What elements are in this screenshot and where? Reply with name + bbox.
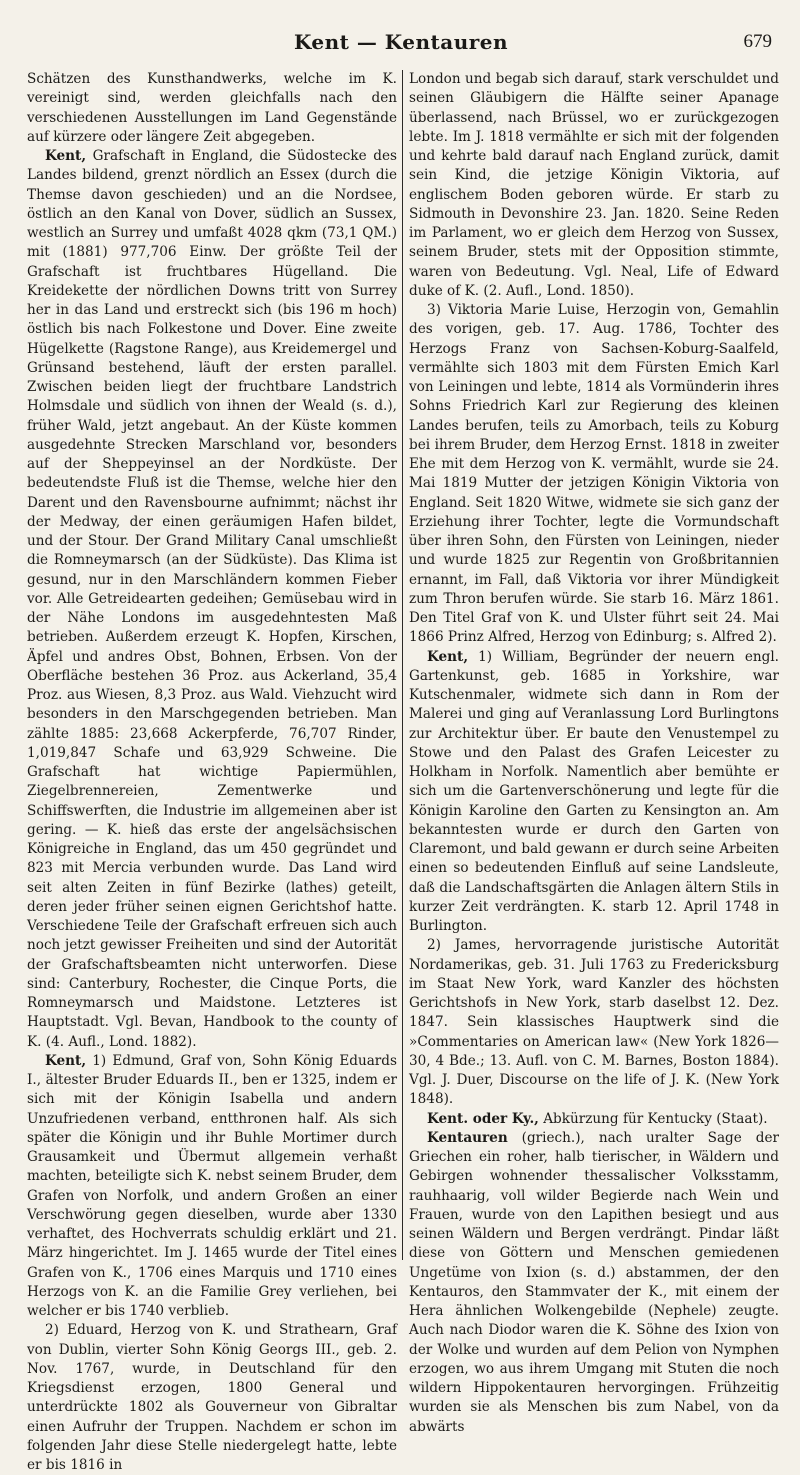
- entry-text: London und begab sich darauf, stark verschuldet und seinen Gläubigern die Hälfte seiner Apanage überlassend, nach Brüssel, wo er zurückgezogen lebte. Im J. 1818 vermählte er sich mit der folgenden und kehrte bald darauf nach England zurück, damit sein Kind, die jetzige Königin Viktoria, auf englischem Boden geboren würde. Er starb zu Sidmouth in Devonshire 23. Jan. 1820. Seine Reden im Parlament, wo er gleich dem Herzog von Sussex, seinem Bruder, stets mit der Opposition stimmte, waren von Bedeutung. Vgl. Neal, Life of Edward duke of K. (2. Aufl., Lond. 1850).: [409, 71, 779, 299]
- entry-paragraph: [409, 301, 779, 648]
- page-number: 679: [743, 31, 772, 52]
- entry-paragraph: [409, 648, 779, 937]
- entry-lemma: Kent,: [45, 148, 87, 164]
- running-head: Kent — Kentauren: [293, 30, 509, 54]
- entry-paragraph: [27, 70, 397, 147]
- entry-text: 2) Eduard, Herzog von K. und Strathearn, Graf von Dublin, vierter Sohn König Georgs III., geb. 2. Nov. 1767, wurde, in Deutschland für den Kriegsdienst erzogen, 1800 General und unterdrückte 1802 als Gouverneur von Gibraltar einen Aufruhr der Truppen. Nachdem er schon im folgenden Jahr diese Stelle niedergelegt hatte, lebte er bis 1816 in: [27, 1322, 397, 1473]
- entry-lemma: Kent,: [427, 648, 469, 665]
- entry-text: Abkürzung für Kentucky (Staat).: [538, 1110, 768, 1127]
- text-columns: [27, 70, 779, 1473]
- entry-lemma: Kentauren: [427, 1129, 508, 1146]
- entry-text: 1) Edmund, Graf von, Sohn König Eduards I., ältester Bruder Eduards II., ben er 1325, indem er sich mit der Königin Isabella und andern Unzufriedenen verband, entthronen half. Als sich später die Königin und ihr Buhle Mortimer durch Grausamkeit und Übermut allgemein verhaßt machten, beteiligte sich K. nebst seinem Bruder, dem Grafen von Norfolk, und andern Großen an einer Verschwörung gegen dieselben, wurde aber 1330 verhaftet, des Hochverrats schuldig erklärt und 21. März hingerichtet. Im J. 1465 wurde der Titel eines Grafen von K., 1706 eines Marquis und 1710 eines Herzogs von K. an die Familie Grey verliehen, bei welcher er bis 1740 verblieb.: [27, 1052, 397, 1319]
- entry-lemma: Kent. oder Ky.,: [427, 1110, 539, 1127]
- right-column: [409, 70, 779, 1435]
- page-header: [30, 30, 772, 58]
- entry-paragraph: [27, 1052, 397, 1322]
- entry-text: Grafschaft in England, die Südostecke des Landes bildend, grenzt nördlich an Essex (durch die Themse davon geschieden) und an die Nordsee, östlich an den Kanal von Dover, südlich an Sussex, westlich an Surrey und umfaßt 4028 qkm (73,1 QM.) mit (1881) 977,706 Einw. Der größte Teil der Grafschaft ist fruchtbares Hügelland. Die Kreidekette der nördlichen Downs tritt von Surrey her in das Land und erstreckt sich (bis 196 m hoch) östlich bis nach Folkestone und Dover. Eine zweite Hügelkette (Ragstone Range), aus Kreidemergel und Grünsand bestehend, läuft der ersten parallel. Zwischen beiden liegt der fruchtbare Landstrich Holmsdale und südlich von ihnen der Weald (s. d.), früher Wald, jetzt angebaut. An der Küste kommen ausgedehnte Strecken Marschland vor, besonders auf der Sheppeyinsel an der Nordküste. Der bedeutendste Fluß ist die Themse, welche hier den Darent und den Ravensbourne aufnimmt; nächst ihr der Medway, der einen geräumigen Hafen bildet, und der Stour. Der Grand Military Canal umschließt die Romneymarsch (an der Südküste). Das Klima ist gesund, nur in den Marschländern kommen Fieber vor. Alle Getreidearten gedeihen; Gemüsebau wird in der Nähe Londons im ausgedehntesten Maß betrieben. Außerdem erzeugt K. Hopfen, Kirschen, Äpfel und andres Obst, Bohnen, Erbsen. Von der Oberfläche bestehen 36 Proz. aus Ackerland, 35,4 Proz. aus Wiesen, 8,3 Proz. aus Wald. Viehzucht wird besonders in den Marschgegenden betrieben. Man zählte 1885: 23,668 Ackerpferde, 76,707 Rinder, 1,019,847 Schafe und 63,929 Schweine. Die Grafschaft hat wichtige Papiermühlen, Ziegelbrennereien, Zementwerke und Schiffswerften, die Industrie im allgemeinen aber ist gering. — K. hieß das erste der angelsächsischen Königreiche in England, das um 450 gegründet und 823 mit Mercia verbunden wurde. Das Land wird seit alten Zeiten in fünf Bezirke (lathes) geteilt, deren jeder früher seinen eignen Gerichtshof hatte. Verschiedene Teile der Grafschaft erfreuen sich auch noch jetzt gewisser Freiheiten und sind der Autorität der Grafschaftsbeamten nicht unterworfen. Diese sind: Canterbury, Rochester, die Cinque Ports, die Romneymarsch und Maidstone. Letzteres ist Hauptstadt. Vgl. Bevan, Handbook to the county of K. (4. Aufl., Lond. 1882).: [27, 148, 397, 1050]
- entry-paragraph: [27, 147, 397, 1052]
- entry-paragraph: [409, 936, 779, 1109]
- entry-paragraph: [409, 1110, 779, 1129]
- entry-paragraph: [409, 1129, 779, 1437]
- entry-text: 1) William, Begründer der neuern engl. Gartenkunst, geb. 1685 in Yorkshire, war Kutschenmaler, widmete sich dann in Rom der Malerei und ging auf Veranlassung Lord Burlingtons zur Architektur über. Er baute den Venustempel zu Stowe und den Palast des Grafen Leicester zu Holkham in Norfolk. Namentlich aber bemühte er sich um die Gartenverschönerung und legte für die Königin Karoline den Garten zu Kensington an. Am bekanntesten wurde er durch den Garten von Claremont, und bald gewann er durch seine Arbeiten einen so bedeutenden Einfluß auf seine Landsleute, daß die Landschaftsgärten die Anlagen ältern Stils in kurzer Zeit verdrängten. K. starb 12. April 1748 in Burlington.: [409, 648, 779, 934]
- entry-paragraph: [409, 70, 779, 301]
- entry-text: (griech.), nach uralter Sage der Griechen ein roher, halb tierischer, in Wäldern und Gebirgen wohnender thessalischer Volksstamm, rauhhaarig, voll wilder Begierde nach Wein und Frauen, wurde von den Lapithen besiegt und aus seinen Wäldern und Bergen verdrängt. Pindar läßt diese von Göttern und Menschen gemiedenen Ungetüme von Ixion (s. d.) abstammen, der den Kentauros, den Stammvater der K., mit einem der Hera ähnlichen Wolkengebilde (Nephele) zeugte. Auch nach Diodor waren die K. Söhne des Ixion von der Wolke und wurden auf dem Pelion von Nymphen erzogen, wo aus ihrem Umgang mit Stuten die noch wildern Hippokentauren hervorgingen. Frühzeitig wurden sie als Menschen bis zum Nabel, von da abwärts: [409, 1129, 779, 1435]
- entry-text: Schätzen des Kunsthandwerks, welche im K. vereinigt sind, werden gleichfalls nach den verschiedenen Ausstellungen im Land Gegenstände auf kürzere oder längere Zeit abgegeben.: [27, 71, 397, 145]
- entry-lemma: Kent,: [45, 1052, 87, 1069]
- entry-text: 2) James, hervorragende juristische Autorität Nordamerikas, geb. 31. Juli 1763 zu Fredericksburg im Staat New York, ward Kanzler des höchsten Gerichtshofs in New York, starb daselbst 12. Dez. 1847. Sein klassisches Hauptwerk sind die »Commentaries on American law« (New York 1826—30, 4 Bde.; 13. Aufl. von C. M. Barnes, Boston 1884). Vgl. J. Duer, Discourse on the life of J. K. (New York 1848).: [409, 937, 779, 1108]
- entry-paragraph: [27, 1321, 397, 1475]
- left-column: [27, 70, 397, 1473]
- entry-text: 3) Viktoria Marie Luise, Herzogin von, Gemahlin des vorigen, geb. 17. Aug. 1786, Tochter des Herzogs Franz von Sachsen-Koburg-Saalfeld, vermählte sich 1803 mit dem Fürsten Emich Karl von Leiningen und lebte, 1814 als Vormünderin ihres Sohns Friedrich Karl zur Regierung des kleinen Landes berufen, teils zu Amorbach, teils zu Koburg bei ihrem Bruder, dem Herzog Ernst. 1818 in zweiter Ehe mit dem Herzog von K. vermählt, wurde sie 24. Mai 1819 Mutter der jetzigen Königin Viktoria von England. Seit 1820 Witwe, widmete sie sich ganz der Erziehung ihrer Tochter, legte die Vormundschaft über ihren Sohn, den Fürsten von Leiningen, nieder und wurde 1825 zur Regentin von Großbritannien ernannt, im Fall, daß Viktoria vor ihrer Mündigkeit zum Thron berufen würde. Sie starb 16. März 1861. Den Titel Graf von K. und Ulster führt seit 24. Mai 1866 Prinz Alfred, Herzog von Edinburg; s. Alfred 2).: [409, 302, 779, 646]
